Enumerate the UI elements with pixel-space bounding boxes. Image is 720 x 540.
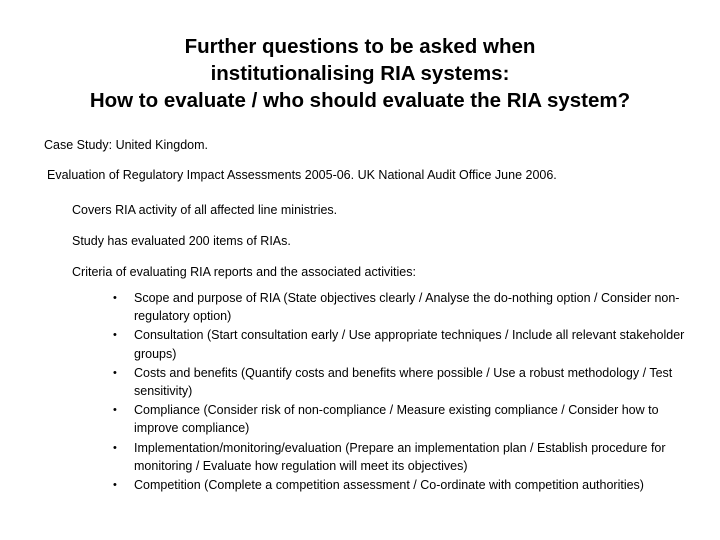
list-item [111, 476, 686, 494]
list-item [111, 401, 686, 437]
title-line-2: institutionalising RIA systems: [210, 62, 510, 85]
criteria-list [111, 289, 686, 495]
bullet-icon: • [113, 441, 117, 454]
criteria-intro-text: Criteria of evaluating RIA reports and the associated activities: [72, 265, 416, 279]
slide-title [0, 33, 720, 114]
bullet-icon: • [113, 404, 117, 417]
bullet-icon: • [113, 366, 117, 379]
study-text: Study has evaluated 200 items of RIAs. [72, 234, 291, 248]
list-item [111, 364, 686, 400]
criterion-text: Scope and purpose of RIA (State objectives clearly / Analyse the do-nothing option / Consider non-regulatory option) [134, 291, 680, 324]
criterion-text: Consultation (Start consultation early / Use appropriate techniques / Include all relevant stakeholder groups) [134, 328, 685, 361]
criterion-text: Compliance (Consider risk of non-compliance / Measure existing compliance / Consider how to improve compliance) [134, 403, 659, 436]
list-item [111, 289, 686, 325]
criterion-text: Competition (Complete a competition assessment / Co-ordinate with competition authorities) [134, 478, 644, 493]
list-item [111, 439, 686, 475]
title-line-1: Further questions to be asked when [184, 35, 536, 58]
evaluation-reference-text: Evaluation of Regulatory Impact Assessments 2005-06. UK National Audit Office June 2006. [47, 168, 557, 182]
bullet-icon: • [113, 329, 117, 342]
title-line-3: How to evaluate / who should evaluate the RIA system? [89, 89, 631, 112]
case-study-text: Case Study: United Kingdom. [44, 138, 208, 152]
criterion-text: Costs and benefits (Quantify costs and benefits where possible / Use a robust methodology / Test sensitivity) [134, 365, 673, 399]
bullet-icon: • [113, 292, 117, 304]
criterion-text: Implementation/monitoring/evaluation (Prepare an implementation plan / Establish procedure for monitoring / Evaluate how regulation will meet its objectives) [134, 440, 666, 473]
bullet-icon: • [113, 479, 117, 492]
list-item [111, 326, 686, 362]
covers-text: Covers RIA activity of all affected line ministries. [72, 203, 338, 217]
